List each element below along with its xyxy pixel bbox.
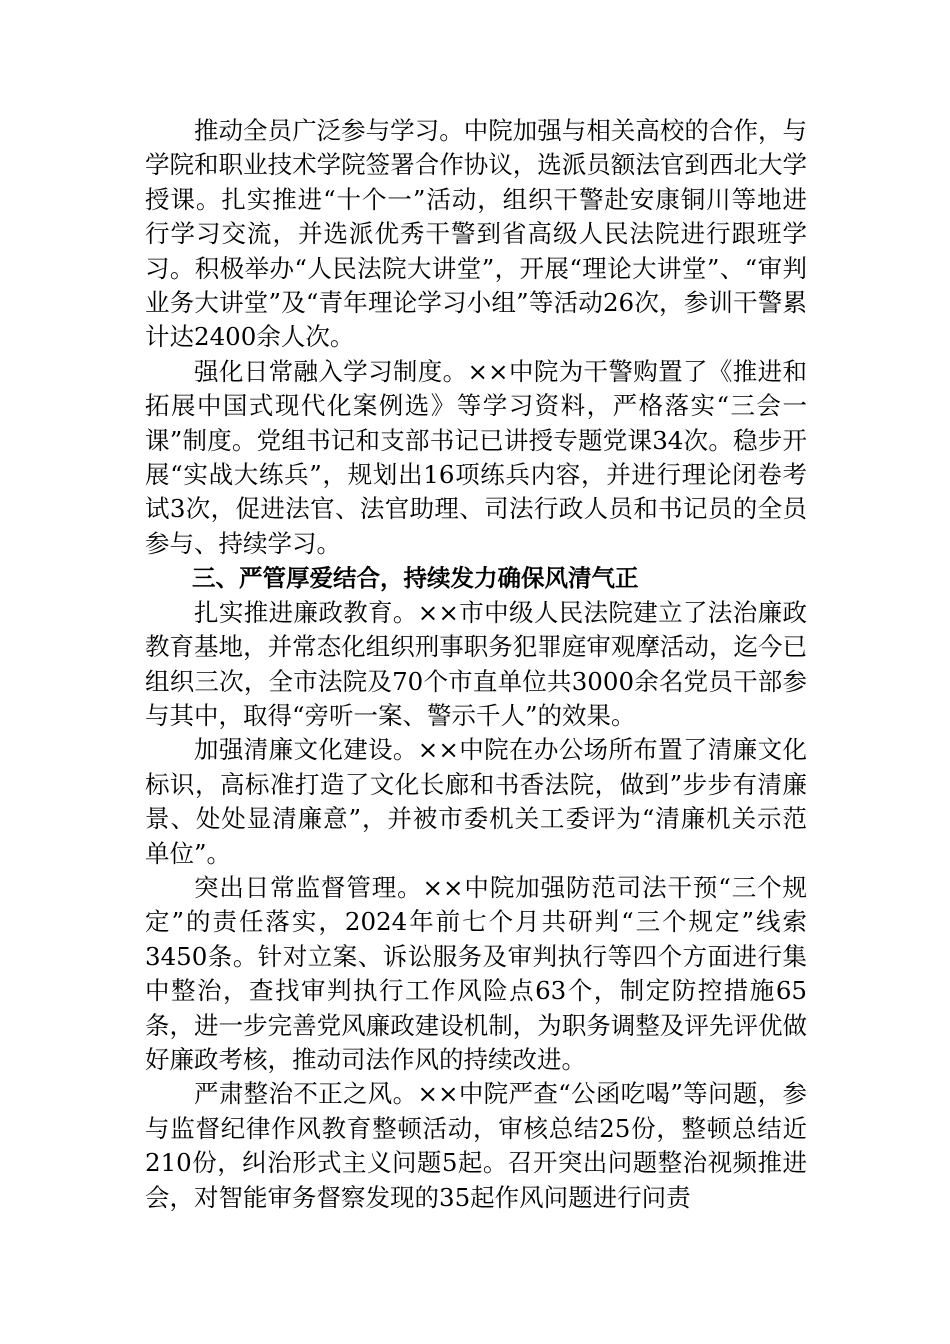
section-heading: 三、严管厚爱结合，持续发力确保风清气正 xyxy=(192,564,639,593)
paragraph-full-staff-learning: 推动全员广泛参与学习。中院加强与相关高校的合作，与学院和职业技术学院签署合作协议，选派员额法官到西北大学授课。扎实推进“十个一”活动，组织干警赴安康铜川等地进行学习交流，并选派优秀干警到省高级人民法院进行跟班学习。积极举办“人民法院大讲堂”，开展“理论大讲堂”、“审判业务大讲堂”及“青年理论学习小组”等活动26次，参训干警累计达2400余人次。 xyxy=(145,116,807,352)
paragraph-supervision: 突出日常监督管理。××中院加强防范司法干预“三个规定”的责任落实，2024年前七个月共研判“三个规定”线索3450条。针对立案、诉讼服务及审判执行等四个方面进行集中整治，查找审判执行工作风险点63个，制定防控措施65条，进一步完善党风廉政建设机制，为职务调整及评先评优做好廉政考核，推动司法作风的持续改进。 xyxy=(145,872,807,1074)
paragraph-clean-culture: 加强清廉文化建设。××中院在办公场所布置了清廉文化标识，高标准打造了文化长廊和书香法院，做到”步步有清廉景、处处显清廉意”，并被市委机关工委评为“清廉机关示范单位”。 xyxy=(145,735,807,868)
paragraph-daily-learning-system: 强化日常融入学习制度。××中院为干警购置了《推进和拓展中国式现代化案例选》等学习资料，严格落实“三会一课”制度。党组书记和支部书记已讲授专题党课34次。稳步开展“实战大练兵”，规划出16项练兵内容，并进行理论闭卷考试3次，促进法官、法官助理、司法行政人员和书记员的全员参与、持续学习。 xyxy=(145,356,807,558)
paragraph-rectification: 严肃整治不正之风。××中院严查“公函吃喝”等问题，参与监督纪律作风教育整顿活动，审核总结25份，整顿总结近210份，纠治形式主义问题5起。召开突出问题整治视频推进会，对智能审务督察发现的35起作风问题进行问责 xyxy=(145,1079,807,1212)
paragraph-integrity-education: 扎实推进廉政教育。××市中级人民法院建立了法治廉政教育基地，并常态化组织刑事职务犯罪庭审观摩活动，迄今已组织三次，全市法院及70个市直单位共3000余名党员干部参与其中，取得“旁听一案、警示千人”的效果。 xyxy=(145,597,807,730)
document-page xyxy=(145,114,807,1215)
